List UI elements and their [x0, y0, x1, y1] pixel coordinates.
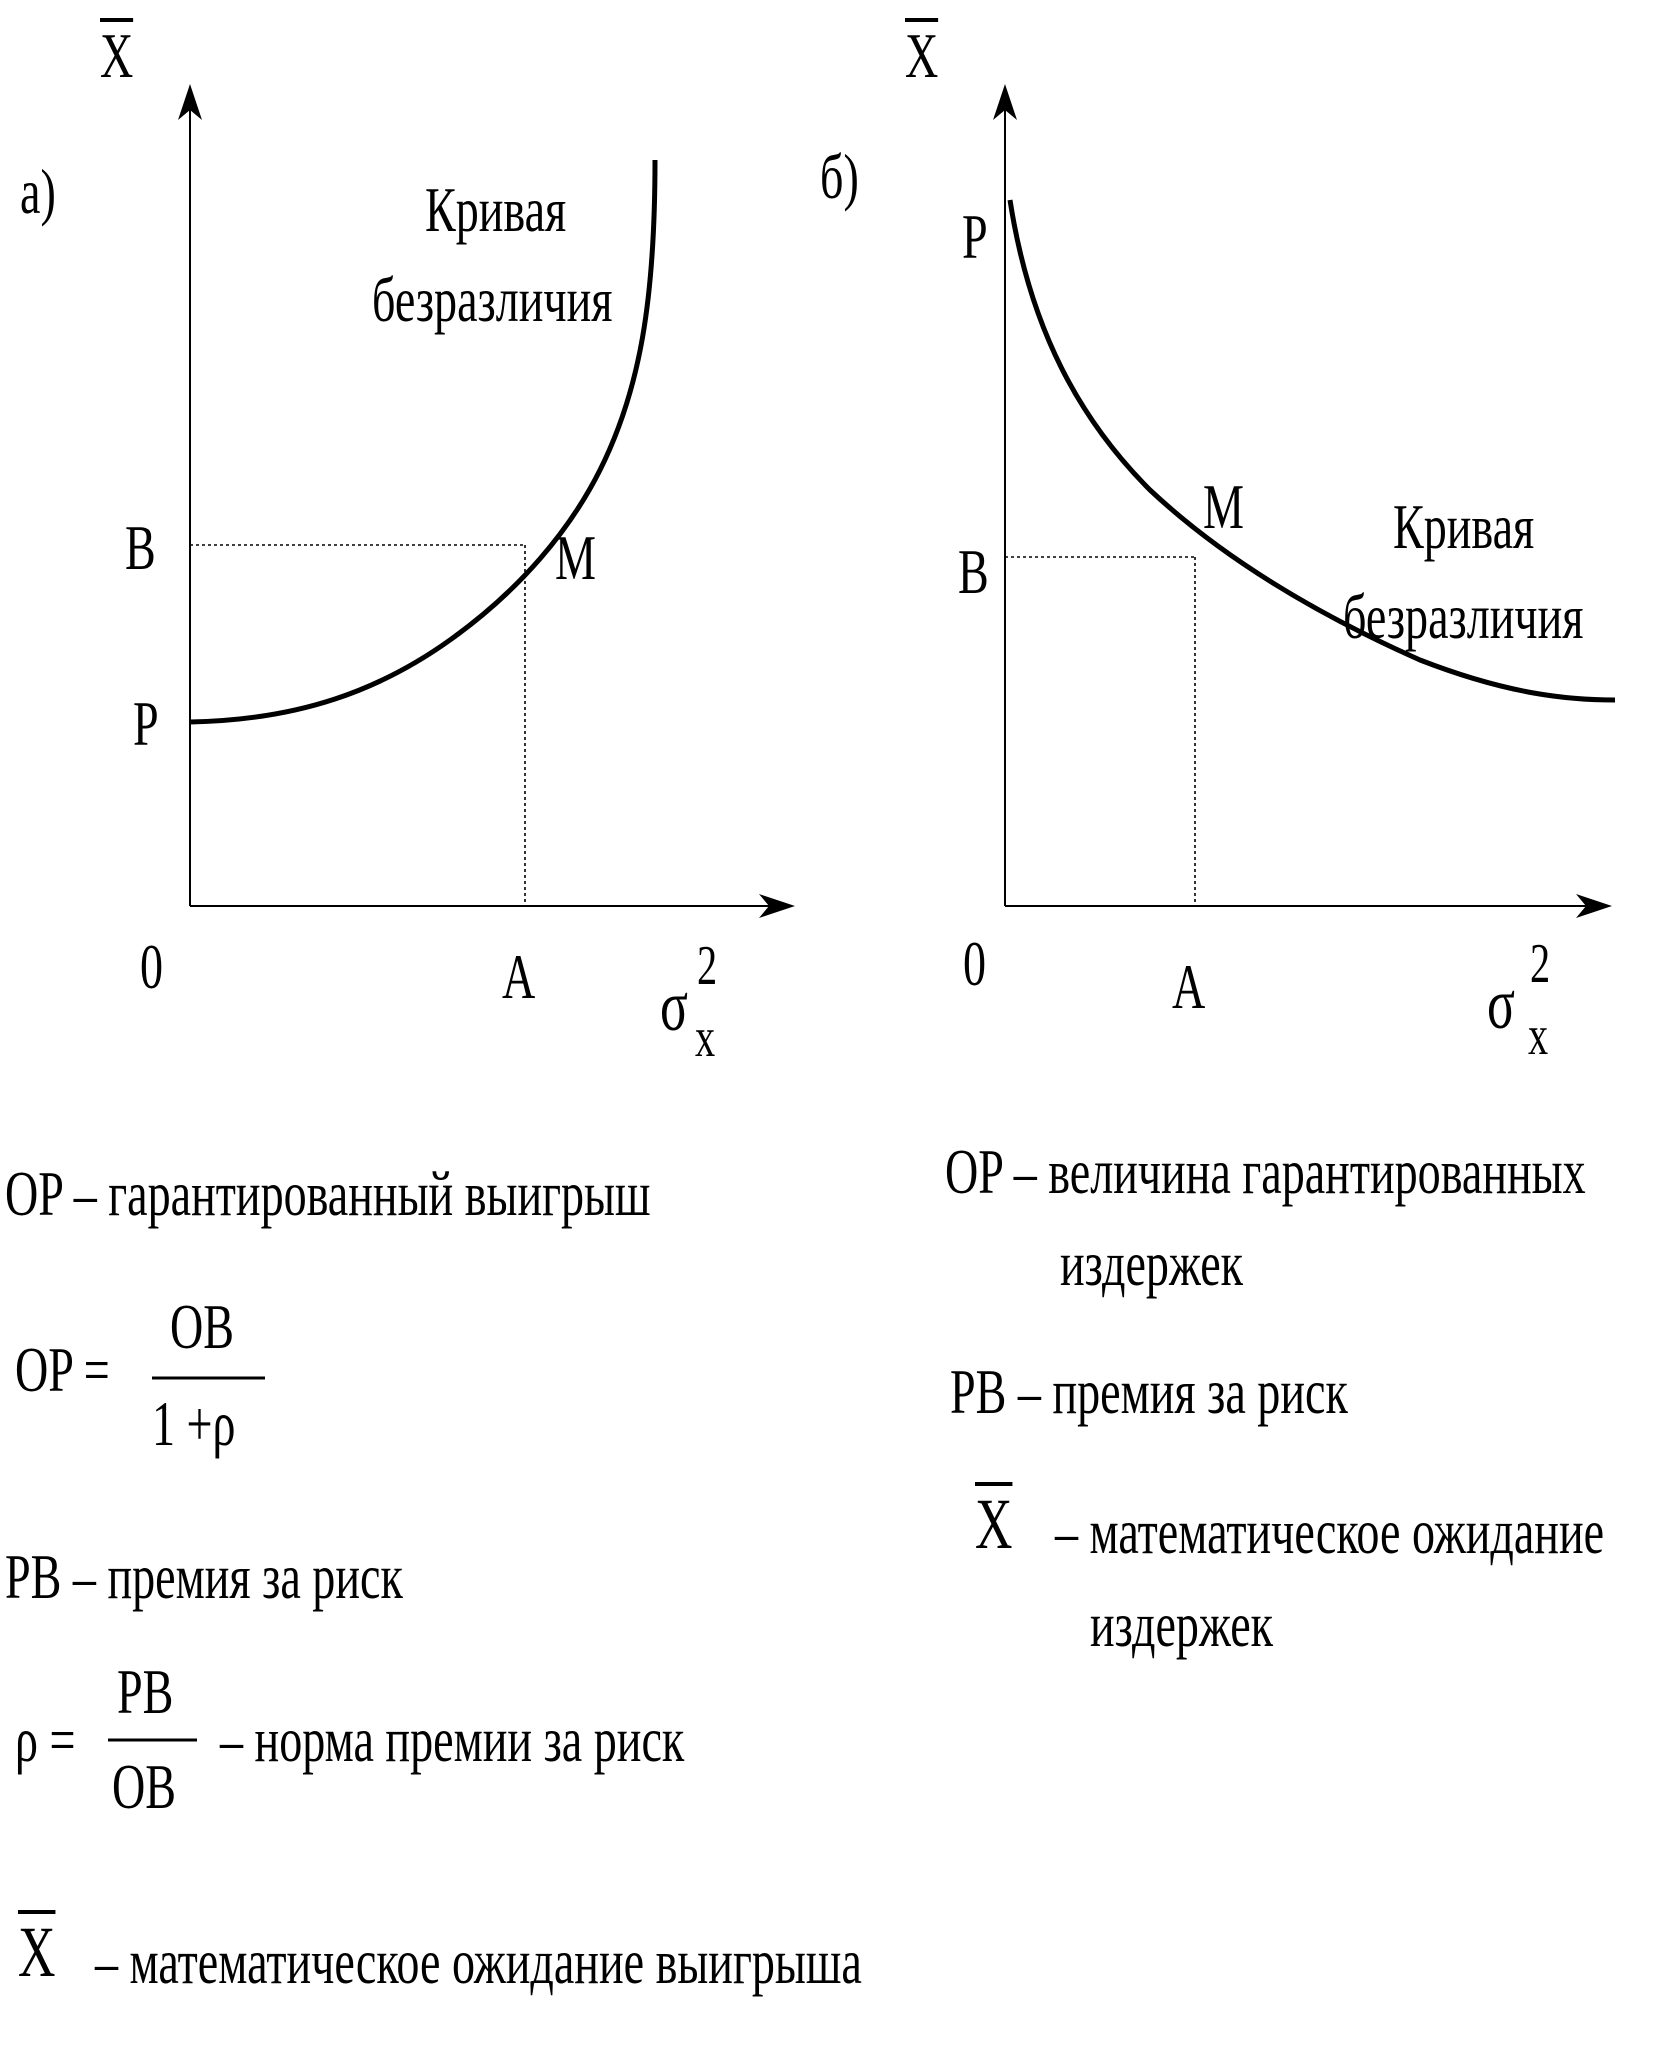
panel-b-point-a: A [1172, 951, 1206, 1022]
panel-a-point-b: B [125, 512, 156, 583]
panel-b-tag: б) [820, 141, 859, 212]
panel-a-curve-label-line1: Кривая [425, 174, 567, 245]
legend-b-op-definition-line2: издержек [1060, 1228, 1244, 1299]
panel-a-y-axis-label: X [100, 20, 134, 91]
panel-b-origin: 0 [963, 928, 987, 999]
panel-a-point-m: M [555, 522, 596, 593]
panel-a-point-p: P [133, 688, 159, 759]
legend-a-pb-definition: PB – премия за риск [5, 1541, 403, 1612]
panel-a-tag: а) [20, 156, 56, 227]
formula2-lhs: ρ = [15, 1704, 76, 1775]
panel-a-x-axis-sub: x [695, 1007, 716, 1069]
panel-a-origin: 0 [140, 931, 164, 1002]
panel-b-point-b: B [958, 536, 989, 607]
formula2-numerator: PB [117, 1656, 174, 1727]
panel-b-x-axis-sup: 2 [1530, 933, 1551, 995]
legend-b-xbar-definition-line2: издержек [1090, 1589, 1274, 1660]
formula1-denominator: 1 +ρ [152, 1388, 236, 1459]
formula2-tail: – норма премии за риск [220, 1704, 685, 1775]
formula1-numerator: OB [170, 1291, 235, 1362]
panel-a-indifference-curve [190, 160, 655, 722]
panel-b-x-axis-sub: x [1528, 1005, 1549, 1067]
legend-b-op-definition-line1: OP – величина гарантированных [945, 1136, 1586, 1207]
panel-b-point-m: M [1203, 471, 1244, 542]
legend-a-op-definition: OP – гарантированный выигрыш [5, 1158, 651, 1229]
panel-a-x-axis-sup: 2 [697, 935, 718, 997]
legend-a-xbar-symbol: X [18, 1912, 56, 1992]
legend-b-pb-definition: PB – премия за риск [950, 1356, 1348, 1427]
panel-b-point-p: P [962, 201, 988, 272]
legend-a-xbar-definition: – математическое ожидание выигрыша [95, 1926, 862, 1997]
panel-b-y-axis-label: X [905, 20, 939, 91]
panel-a-point-a: A [502, 941, 536, 1012]
panel-a-x-axis-label: σ [660, 966, 688, 1046]
panel-b-curve-label-line2: безразличия [1343, 581, 1584, 652]
panel-b-curve-label-line1: Кривая [1393, 491, 1535, 562]
formula2-denominator: OB [112, 1751, 177, 1822]
legend-b-xbar-symbol: X [975, 1484, 1013, 1564]
panel-a-curve-label-line2: безразличия [372, 264, 613, 335]
formula1-lhs: OP = [15, 1334, 110, 1405]
legend-b-xbar-definition-line1: – математическое ожидание [1055, 1496, 1605, 1567]
panel-b-x-axis-label: σ [1487, 964, 1515, 1044]
